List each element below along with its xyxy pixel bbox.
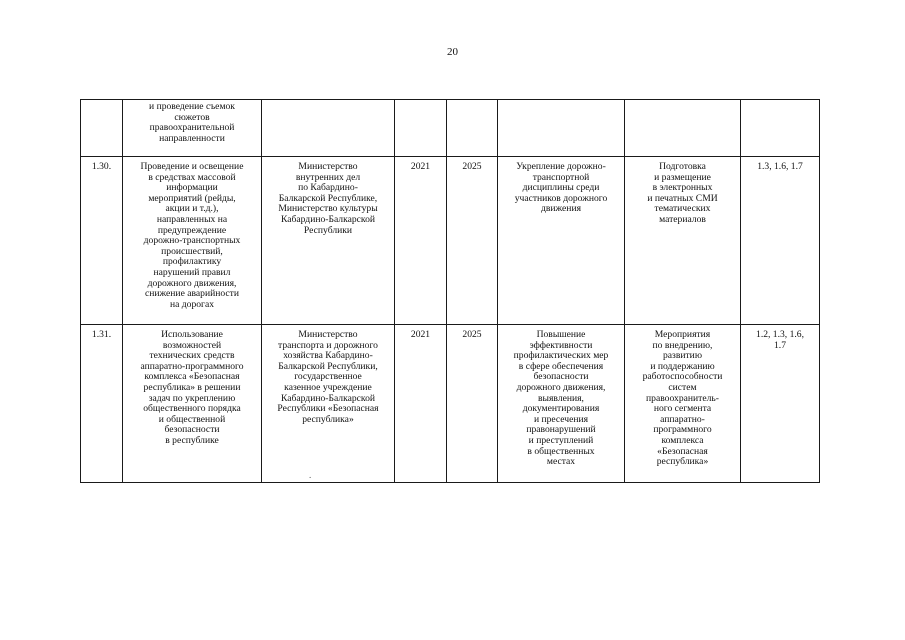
row-number-cell: 1.31. [81, 325, 123, 483]
measure-cell: Мероприятия по внедрению, развитию и поддержанию работоспособности систем правоохранитель- ного сегмента аппаратно- программного комплекса «Безопасная республика» [625, 325, 741, 483]
measure-cell [625, 100, 741, 157]
page-number: 20 [447, 46, 458, 58]
table-row [81, 157, 820, 325]
end-year-cell [447, 100, 498, 157]
result-cell: Укрепление дорожно- транспортной дисциплины среди участников дорожного движения [498, 157, 625, 325]
measures-table [80, 99, 820, 483]
table-row [81, 100, 820, 157]
indicators-cell: 1.3, 1.6, 1.7 [741, 157, 820, 325]
table-row [81, 325, 820, 483]
result-cell: Повышение эффективности профилактических мер в сфере обеспечения безопасности дорожного движения, выявления, документирования и пресечения правонарушений и преступлений в общественных местах [498, 325, 625, 483]
executor-cell: Министерство внутренних дел по Кабардино- Балкарской Республике, Министерство культуры Кабардино-Балкарской Республики [262, 157, 395, 325]
end-year-cell: 2025 [447, 157, 498, 325]
row-number-cell [81, 100, 123, 157]
event-cell: Использование возможностей технических средств аппаратно-программного комплекса «Безопасная республика» в решении задач по укреплению общественного порядка и общественной безопасности в республике [123, 325, 262, 483]
executor-cell [262, 100, 395, 157]
start-year-cell: 2021 [395, 157, 447, 325]
indicators-cell: 1.2, 1.3, 1.6, 1.7 [741, 325, 820, 483]
event-cell: и проведение съемок сюжетов правоохранительной направленности [123, 100, 262, 157]
end-year-cell: 2025 [447, 325, 498, 483]
indicators-cell [741, 100, 820, 157]
scan-dot: . [309, 470, 312, 480]
measure-cell: Подготовка и размещение в электронных и печатных СМИ тематических материалов [625, 157, 741, 325]
executor-cell: Министерство транспорта и дорожного хозяйства Кабардино- Балкарской Республики, государственное казенное учреждение Кабардино-Балкарской Республики «Безопасная республика» [262, 325, 395, 483]
start-year-cell: 2021 [395, 325, 447, 483]
start-year-cell [395, 100, 447, 157]
result-cell [498, 100, 625, 157]
event-cell: Проведение и освещение в средствах массовой информации мероприятий (рейды, акции и т.д.), направленных на предупреждение дорожно-транспортных происшествий, профилактику нарушений правил дорожного движения, снижение аварийности на дорогах [123, 157, 262, 325]
row-number-cell: 1.30. [81, 157, 123, 325]
